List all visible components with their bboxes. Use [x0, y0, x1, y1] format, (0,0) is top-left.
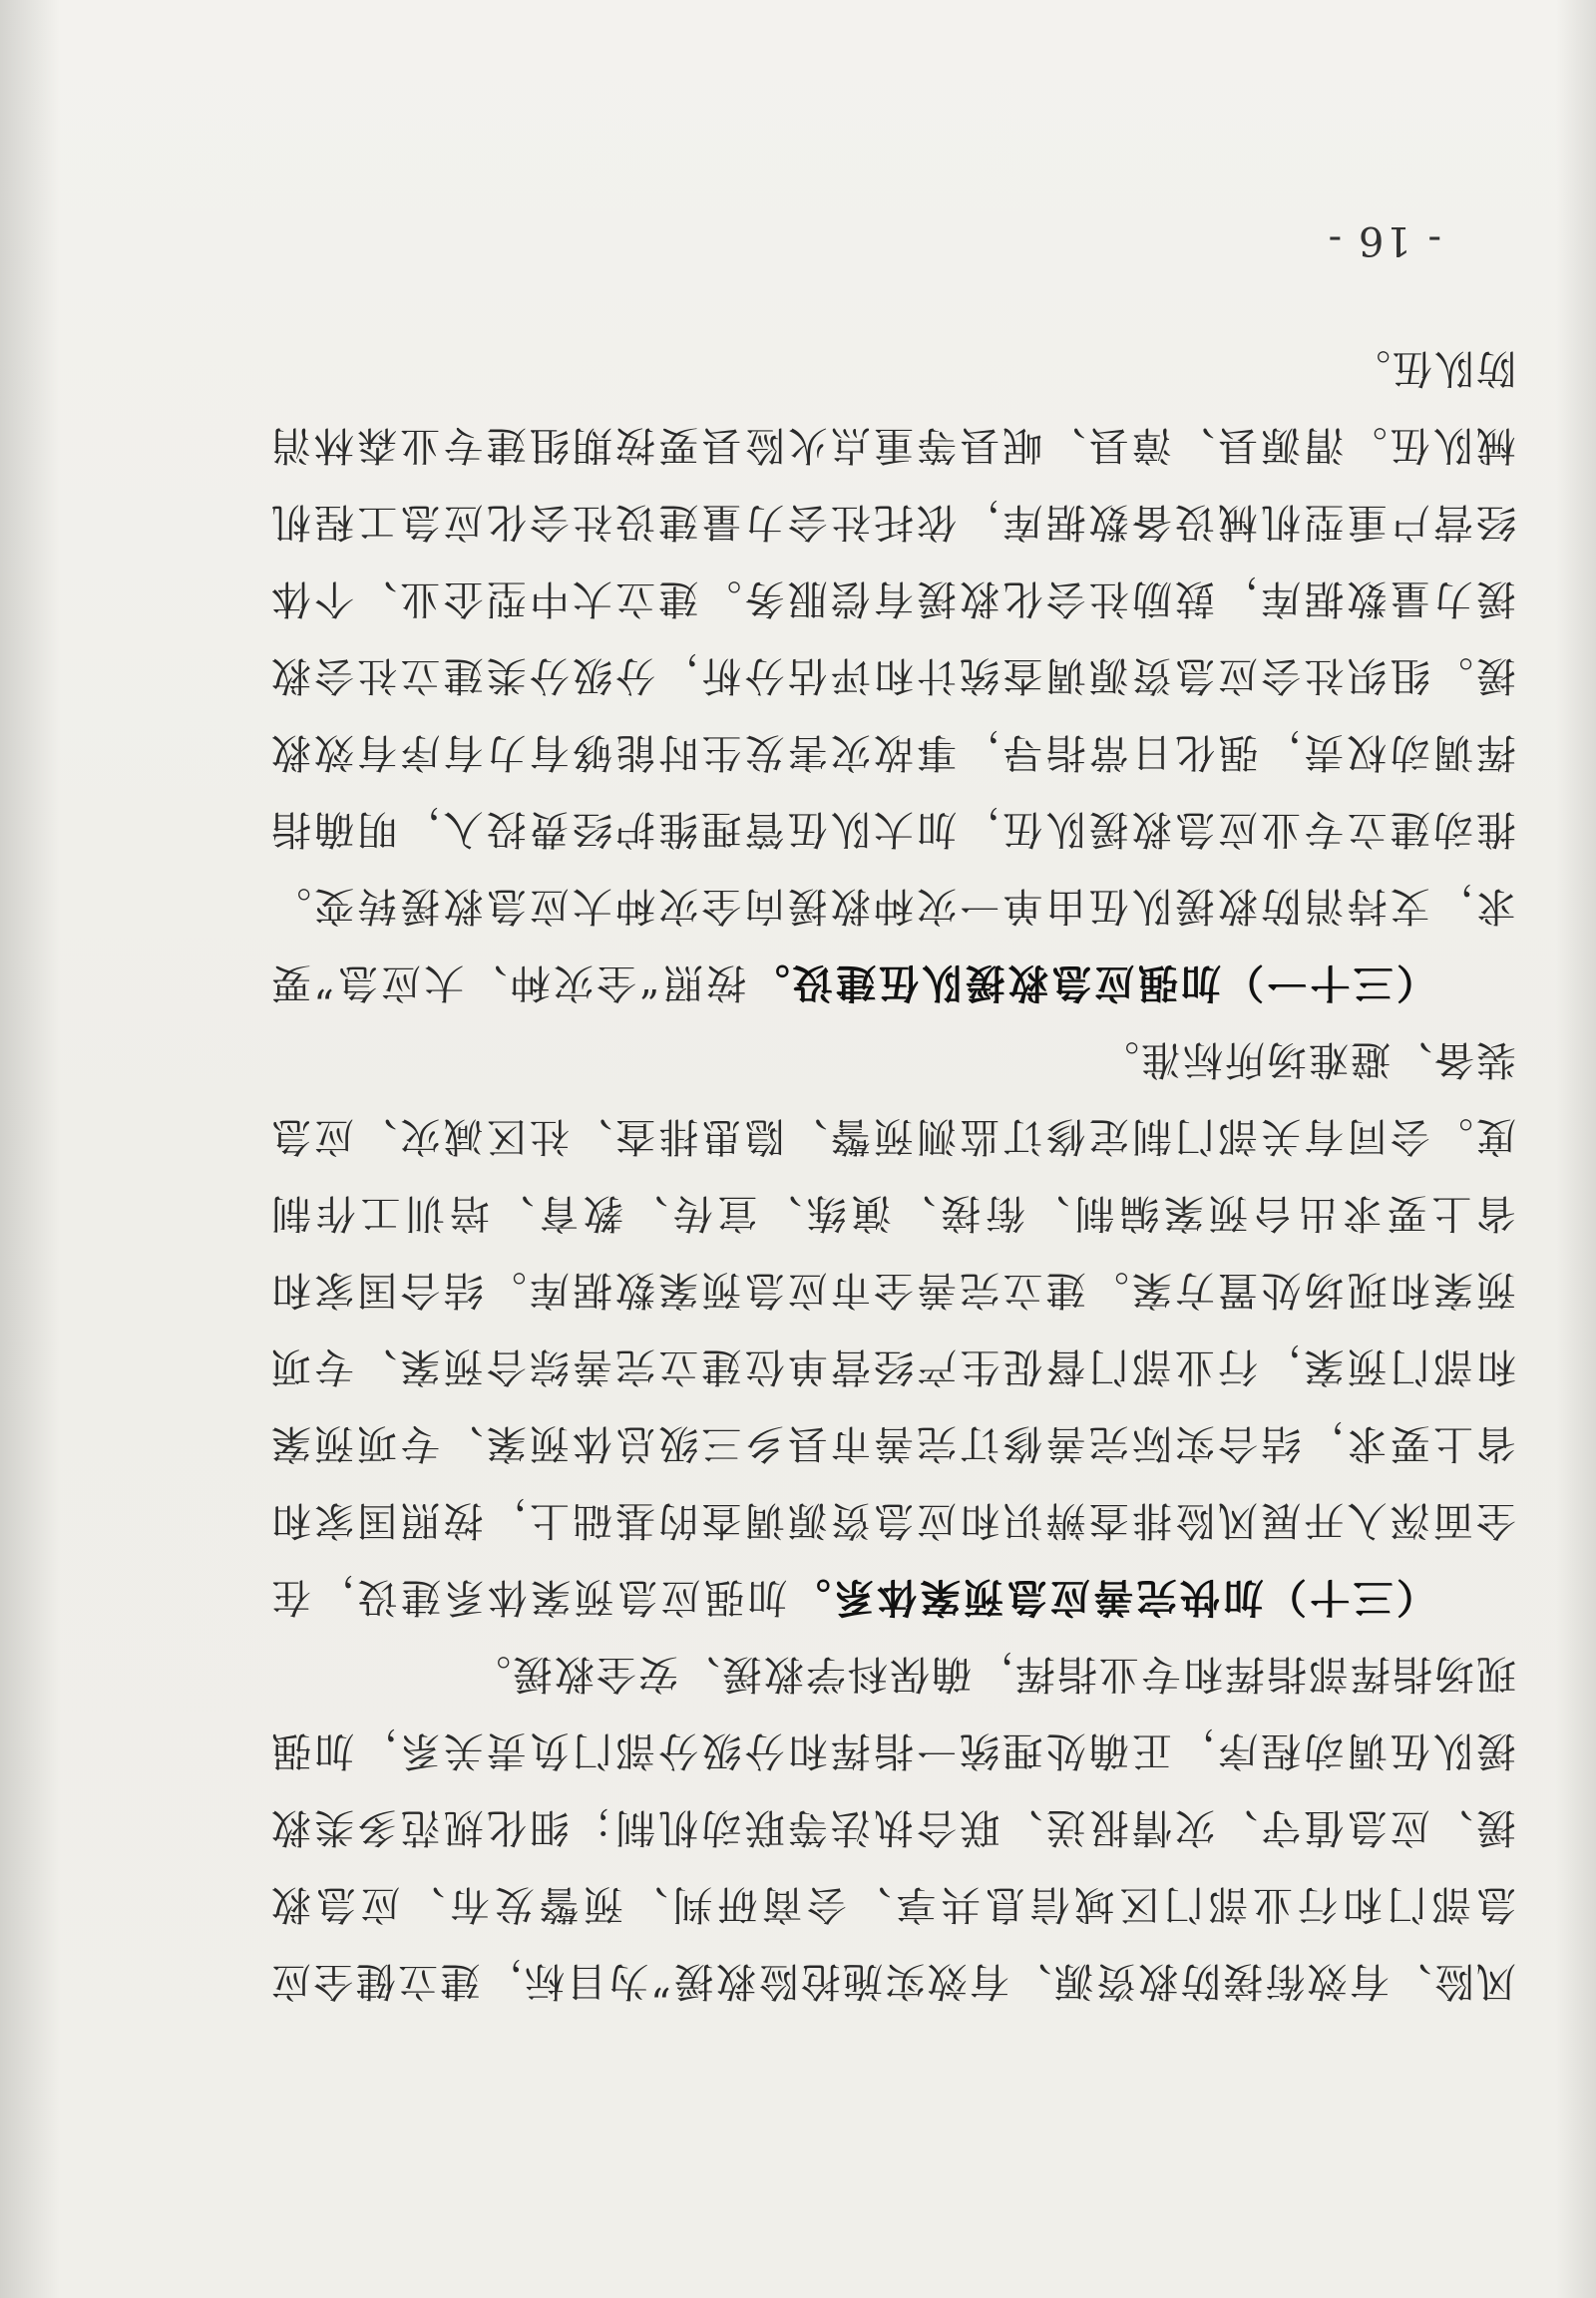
- page-edge-shadow-left: [0, 0, 60, 2298]
- paragraph-emergency-plans: [269, 1020, 1516, 1635]
- page-number: - 16 -: [1326, 217, 1441, 263]
- section-body-30: 加强应急预案体系建设，在全面深入开展风险排查辨识和应急资源调查的基础上，按照国家和省上要求，结合实际完善修订完善市县乡三级总体预案、专项预案和部门预案，行业部门督促生产经营单位建立完善综合预案、专项预案和现场处置方案。建立完善全市应急预案数据库。结合国家和省上要求出台预案编制、衔接、演练、宣传、教育、培训工作制度。会同有关部门制定修订监测预警、隐患排查、社区减灾、应急装备、避难场所标准。: [268, 1036, 1516, 1620]
- paragraph-rescue-teams: [269, 329, 1516, 1020]
- paragraph-coordination: 风险、有效衔接防救资源、有效实施抢险救援”为目标，建立健全应急部门和行业部门区域信息共享、会商研判、预警发布、应急救援、应急值守、灾情报送、联合执法等联动机制；细化规范多类救援队伍调动程序，正确处理统一指挥和分级分部门负责关系，加强现场指挥部指挥和专业指挥，确保科学救援、安全救援。: [269, 1651, 1516, 2004]
- page-edge-shadow-right: [1556, 0, 1596, 2298]
- section-heading-30: （三十）加快完善应急预案体系。: [787, 1574, 1436, 1620]
- body-text: [269, 329, 1516, 2019]
- section-body-31: 按照“全灾种、大应急”要求，支持消防救援队伍由单一灾种救援向全灾种大应急救援转变。推动建立专业应急救援队伍，加大队伍管理维护经费投入，明确指挥调动权责，强化日常指导，事故灾害发生时能够有力有序有效救援。组织社会应急资源调查统计和评估分析，分级分类建立社会救援力量数据库，鼓励社会化救援有偿服务。建立大中型企业、个体经营户重型机械设备数据库，依托社会力量建设社会化应急工程机械队伍。渭源县、漳县、岷县等重点火险县要按期组建专业森林消防队伍。: [268, 345, 1516, 1005]
- section-heading-31: （三十一）加强应急救援队伍建设。: [746, 959, 1436, 1005]
